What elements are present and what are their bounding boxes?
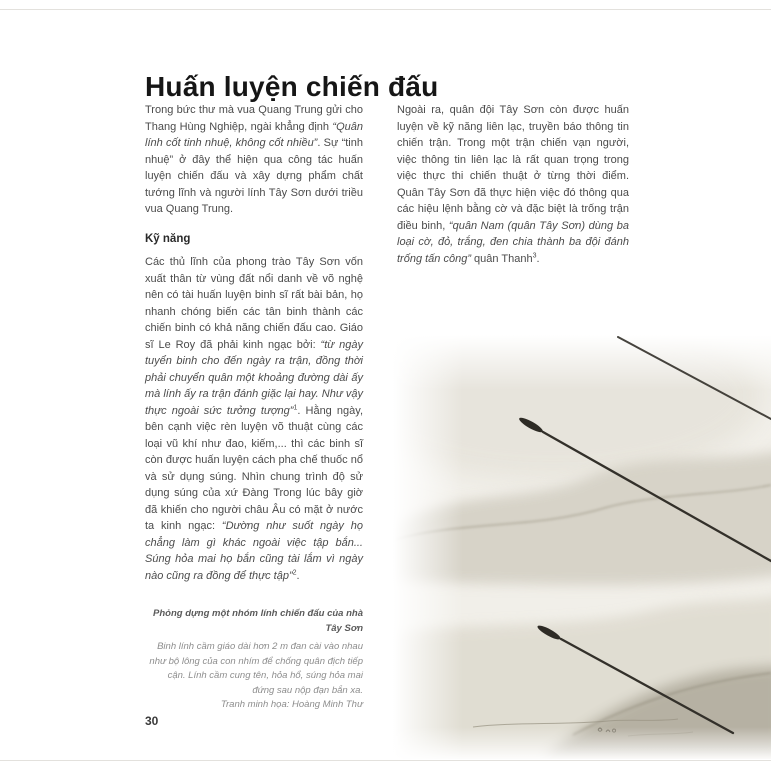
left-column [145,102,363,584]
fade-left [393,335,463,759]
page-title: Huấn luyện chiến đấu [145,70,439,102]
skills-paragraph: Các thủ lĩnh của phong trào Tây Sơn vốn xuất thân từ vùng đất nổi danh về võ nghệ nên có tài huấn luyện binh sĩ rất bài bản, họ nhanh chóng biến các tân binh thành các chiến binh có khả năng chiến đấu cao. Giáo sĩ Le Roy đã phải kinh ngạc bởi: “từ ngày tuyển binh cho đến ngày ra trận, đồng thời phải chuyển quân một khoảng đường dài ấy mà lính ấy ra trận đánh giặc lại hay. Như vậy thực ngoài sức tưởng tượng”$^1$. Hằng ngày, bên cạnh việc rèn luyện võ thuật cùng các loại vũ khí như đao, kiếm,... thì các binh sĩ còn được huấn luyện cách pha chế thuốc nổ và sử dụng súng. Nhìn chung trình độ sử dụng súng của xứ Đàng Trong lúc bây giờ đã khiến cho người châu Âu có mặt ở nước ta kinh ngạc: “Dường như suốt ngày họ chẳng làm gì khác ngoài việc tập bắn... Súng hỏa mai họ bắn cũng tài lắm vì ngày nào cũng ra đồng để thực tập”$^2$. [145,256,364,582]
caption-body: Binh lính cầm giáo dài hơn 2 m đan cài vào nhau như bộ lông của con nhím để chống quân địch tiếp cận. Lính cầm cung tên, hỏa hổ, súng hỏa mai đứng sau nộp đạn bắn xa. [149,641,363,696]
section-heading-skills: Kỹ năng [145,232,191,245]
fade-top [393,335,771,390]
page-number: 30 [145,714,159,728]
right-column [397,102,629,267]
communication-paragraph: Ngoài ra, quân đội Tây Sơn còn được huấn luyện về kỹ năng liên lạc, truyền báo thông tin chiến trận. Trong một trận chiến vạn người, việc thông tin liên lạc là rất quan trọng trong việc thực thi chiến thuật ở từng thời điểm. Quân Tây Sơn đã thực hiện việc đó thông qua các hiệu lệnh bằng cờ và đặc biệt là trống trận điều binh, “quân Nam (quân Tây Sơn) dùng ba loại cờ, đỏ, trắng, đen chia thành ba đội đánh trống tấn công” quân Thanh$^3$. [397,104,630,265]
fade-bottom [393,727,771,759]
page-top-edge [0,9,771,10]
intro-paragraph: Trong bức thư mà vua Quang Trung gửi cho Thang Hùng Nghiệp, ngài khẳng định “Quân lính cốt tinh nhuệ, không cốt nhiều”. Sự “tinh nhuệ” ở đây thể hiện qua công tác huấn luyện chiến đấu và xây dựng phẩm chất tướng lĩnh và người lính Tây Sơn dưới triều vua Quang Trung. [145,104,363,215]
illustration-caption [145,607,363,713]
page-bottom-edge [0,760,771,761]
ink-wash-painting [393,335,771,759]
caption-credit: Tranh minh họa: Hoàng Minh Thư [220,699,363,710]
battle-drill-illustration [393,335,771,759]
caption-title: Phỏng dựng một nhóm lính chiến đấu của nhà Tây Sơn [153,608,363,634]
